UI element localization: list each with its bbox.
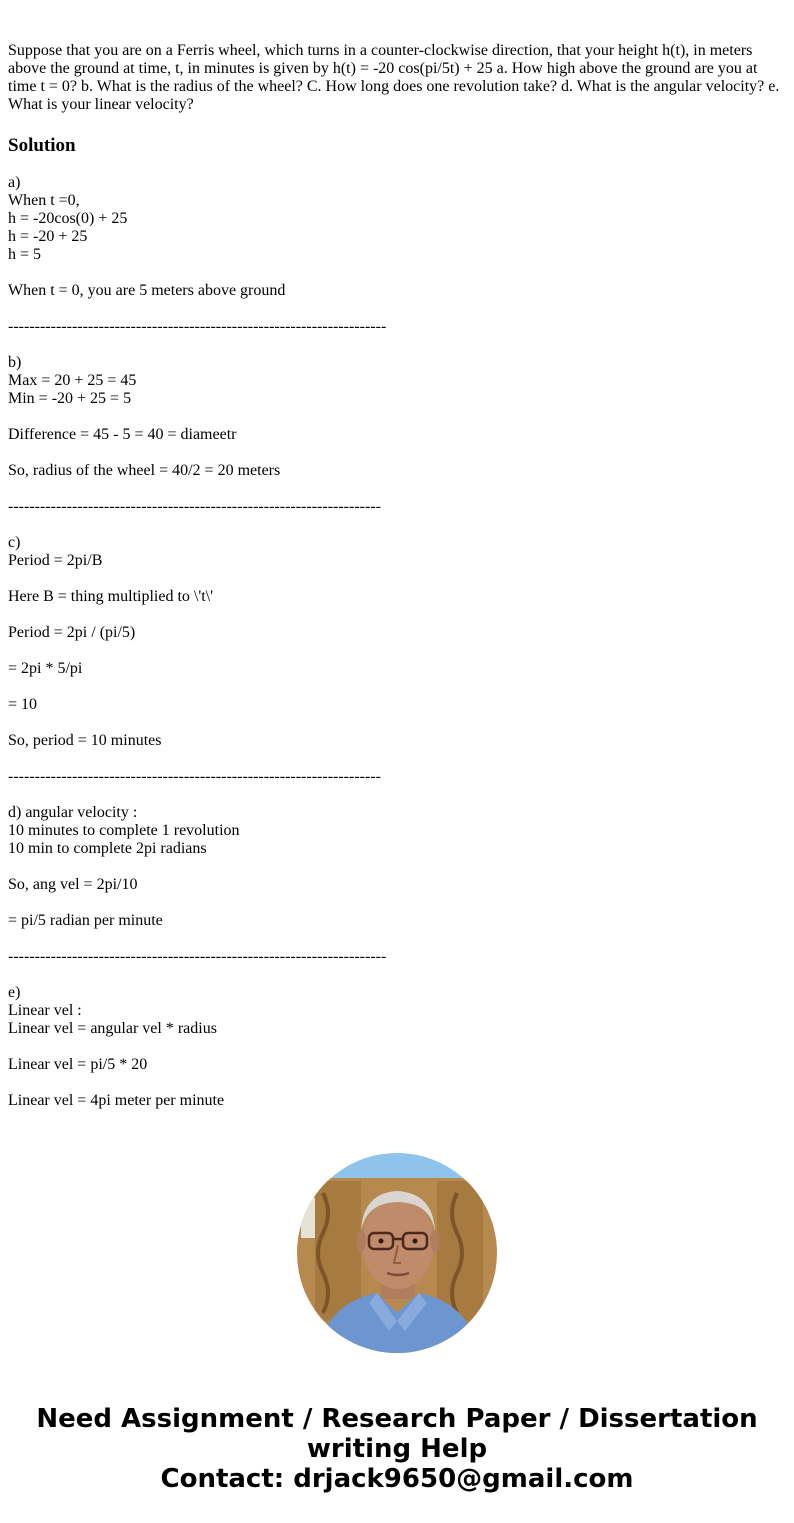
solution-line: ----------------------------------------------------------------------- — [8, 318, 387, 335]
solution-line: Difference = 45 - 5 = 40 = diameetr — [8, 426, 237, 443]
solution-line: 10 min to complete 2pi radians — [8, 840, 207, 857]
question-text: Suppose that you are on a Ferris wheel, which turns in a counter-clockwise direction, that your height h(t), in meters above the ground at time, t, in minutes is given by h(t) = -20 cos(pi/5t) + 25 a. How high above the ground are you at time t = 0? b. What is the radius of the wheel? C. How long does one revolution take? d. What is the angular velocity? e. What is your linear velocity? — [8, 42, 780, 113]
solution-line: ----------------------------------------------------------------------- — [8, 948, 387, 965]
footer-contact: Contact: drjack9650@gmail.com — [160, 1464, 634, 1494]
solution-line — [8, 1074, 786, 1092]
solution-line: d) angular velocity : — [8, 804, 138, 821]
solution-line: When t =0, — [8, 192, 80, 209]
solution-line: So, period = 10 minutes — [8, 732, 162, 749]
solution-line: So, ang vel = 2pi/10 — [8, 876, 138, 893]
solution-line: = 2pi * 5/pi — [8, 660, 83, 677]
solution-line: When t = 0, you are 5 meters above ground — [8, 282, 286, 299]
solution-line — [8, 786, 786, 804]
solution-line — [8, 966, 786, 984]
solution-line — [8, 1038, 786, 1056]
solution-line: h = -20 + 25 — [8, 228, 88, 245]
solution-line: e) — [8, 984, 21, 1001]
solution-line: Linear vel = pi/5 * 20 — [8, 1056, 148, 1073]
solution-line: h = 5 — [8, 246, 42, 263]
solution-line — [8, 894, 786, 912]
solution-line: ---------------------------------------------------------------------- — [8, 768, 381, 785]
solution-line — [8, 444, 786, 462]
solution-heading: Solution — [8, 135, 76, 156]
solution-line: ---------------------------------------------------------------------- — [8, 498, 381, 515]
solution-line: Here B = thing multiplied to \'t\' — [8, 588, 213, 605]
footer-banner — [0, 1404, 794, 1494]
solution-line — [8, 408, 786, 426]
solution-line: c) — [8, 534, 21, 551]
author-avatar — [297, 1153, 497, 1353]
solution-line — [8, 714, 786, 732]
solution-line — [8, 336, 786, 354]
solution-line: 10 minutes to complete 1 revolution — [8, 822, 240, 839]
solution-line — [8, 516, 786, 534]
solution-line: h = -20cos(0) + 25 — [8, 210, 128, 227]
solution-line: Max = 20 + 25 = 45 — [8, 372, 137, 389]
solution-line: Linear vel = 4pi meter per minute — [8, 1092, 225, 1109]
footer-line-2: writing Help — [306, 1434, 488, 1464]
solution-line — [8, 300, 786, 318]
solution-line: Period = 2pi / (pi/5) — [8, 624, 136, 641]
document-content — [8, 42, 786, 1110]
solution-body — [8, 174, 786, 1110]
solution-line — [8, 642, 786, 660]
solution-line: b) — [8, 354, 22, 371]
solution-line: Linear vel : — [8, 1002, 82, 1019]
solution-line — [8, 264, 786, 282]
solution-line — [8, 858, 786, 876]
solution-line — [8, 678, 786, 696]
solution-line — [8, 570, 786, 588]
solution-line: Min = -20 + 25 = 5 — [8, 390, 132, 407]
solution-line — [8, 606, 786, 624]
solution-line: = 10 — [8, 696, 38, 713]
solution-line: = pi/5 radian per minute — [8, 912, 163, 929]
solution-line: a) — [8, 174, 21, 191]
solution-line — [8, 930, 786, 948]
solution-line: Period = 2pi/B — [8, 552, 103, 569]
footer-line-1: Need Assignment / Research Paper / Dissertation — [36, 1404, 758, 1434]
solution-line — [8, 480, 786, 498]
solution-line: So, radius of the wheel = 40/2 = 20 meters — [8, 462, 281, 479]
solution-line — [8, 750, 786, 768]
solution-line: Linear vel = angular vel * radius — [8, 1020, 217, 1037]
